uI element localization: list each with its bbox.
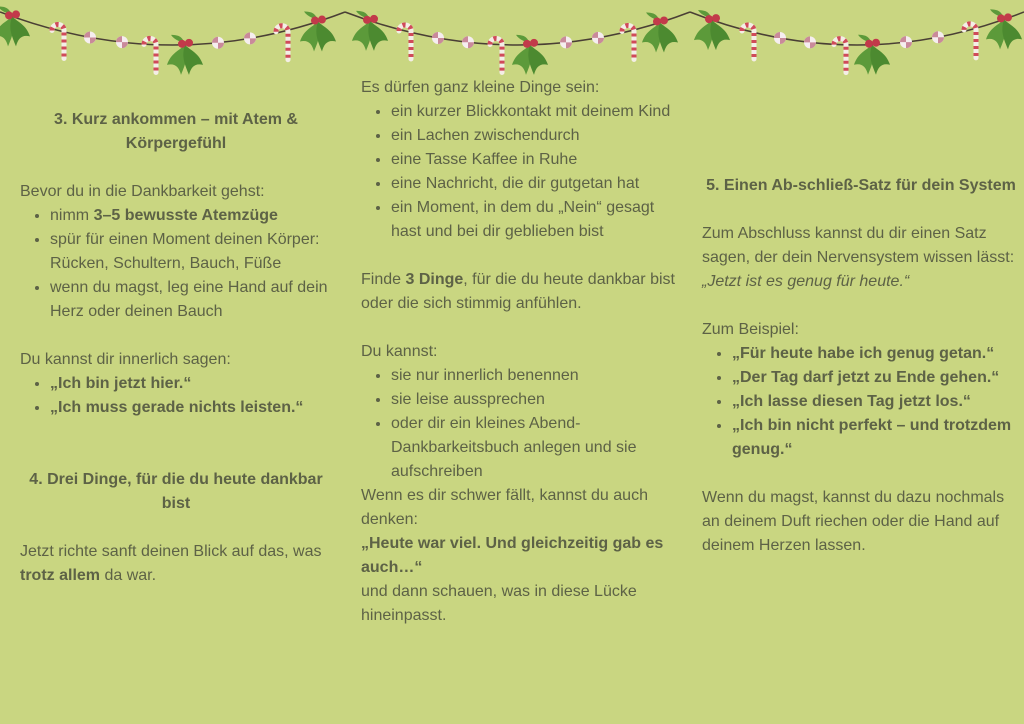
section-4-heading: 4. Drei Dinge, für die du heute dankbar bist: [29, 471, 323, 512]
list-item: • wenn du magst, leg eine Hand auf dein Herz oder deinen Bauch: [50, 276, 332, 324]
list-item: • sie nur innerlich benennen: [391, 364, 679, 388]
list-item: • oder dir ein kleines Abend-Dankbarkeitsbuch anlegen und sie aufschreiben: [391, 412, 679, 484]
candy-cane-icon: [144, 38, 156, 72]
section-5-heading: 5. Einen Ab-schließ-Satz für dein System: [706, 177, 1016, 194]
peppermint-icon: [432, 32, 444, 44]
peppermint-icon: [212, 37, 224, 49]
section-3-heading: 3. Kurz ankommen – mit Atem & Körpergefühl: [54, 111, 298, 152]
candy-cane-icon: [490, 38, 502, 72]
holly-icon: [167, 35, 203, 75]
list-item: • „Ich lasse diesen Tag jetzt los.“: [732, 390, 1020, 414]
column-left: [20, 108, 332, 588]
list-item: • sie leise aussprechen: [391, 388, 679, 412]
peppermint-icon: [804, 36, 816, 48]
breath-list: [20, 204, 332, 324]
candy-cane-icon: [622, 25, 634, 59]
candy-cane-icon: [834, 39, 846, 73]
list-item: • ein kurzer Blickkontakt mit deinem Kind: [391, 100, 679, 124]
peppermint-icon: [116, 36, 128, 48]
gap-paragraph: und dann schauen, was in diese Lücke hineinpasst.: [361, 583, 637, 624]
list-item: • „Ich muss gerade nichts leisten.“: [50, 396, 332, 420]
peppermint-icon: [560, 36, 572, 48]
peppermint-icon: [592, 32, 604, 44]
list-item: • ein Moment, in dem du „Nein“ gesagt hast und bei dir geblieben bist: [391, 196, 679, 244]
italic-quote: „Jetzt ist es genug für heute.“: [702, 273, 910, 290]
list-item: • „Ich bin nicht perfekt – und trotzdem genug.“: [732, 414, 1020, 462]
candy-cane-icon: [276, 26, 288, 60]
peppermint-icon: [774, 32, 786, 44]
list-item: • „Für heute habe ich genug getan.“: [732, 342, 1020, 366]
small-things-intro: Es dürfen ganz kleine Dinge sein:: [361, 79, 600, 96]
list-item: • spür für einen Moment deinen Körper: Rücken, Schultern, Bauch, Füße: [50, 228, 332, 276]
peppermint-icon: [932, 31, 944, 43]
holly-icon: [854, 35, 890, 75]
list-item: • eine Tasse Kaffee in Ruhe: [391, 148, 679, 172]
column-middle: [361, 76, 679, 628]
quote-list: [20, 372, 332, 420]
say-intro: Du kannst dir innerlich sagen:: [20, 351, 231, 368]
candy-cane-icon: [399, 25, 411, 59]
candy-cane-icon: [742, 25, 754, 59]
peppermint-icon: [244, 32, 256, 44]
list-item: • eine Nachricht, die dir gutgetan hat: [391, 172, 679, 196]
examples-list: [702, 342, 1020, 462]
example-intro: Zum Beispiel:: [702, 321, 799, 338]
list-item: • nimm 3–5 bewusste Atemzüge: [50, 204, 332, 228]
candy-cane-icon: [52, 24, 64, 58]
list-item: • ein Lachen zwischendurch: [391, 124, 679, 148]
christmas-garland: [0, 0, 1024, 80]
hard-quote: „Heute war viel. Und gleichzeitig gab es auch…“: [361, 535, 664, 576]
column-right: [702, 174, 1020, 558]
hard-paragraph: Wenn es dir schwer fällt, kannst du auch denken:: [361, 487, 648, 528]
peppermint-icon: [84, 31, 96, 43]
can-list: [361, 364, 679, 484]
peppermint-icon: [900, 36, 912, 48]
list-item: • „Der Tag darf jetzt zu Ende gehen.“: [732, 366, 1020, 390]
small-things-list: [361, 100, 679, 244]
holly-icon: [512, 35, 548, 75]
can-intro: Du kannst:: [361, 343, 438, 360]
candy-cane-icon: [964, 24, 976, 58]
closing-intro: Zum Abschluss kannst du dir einen Satz sagen, der dein Nervensystem wissen lässt:: [702, 225, 1015, 266]
holly-icon: [0, 6, 30, 46]
list-item: • „Ich bin jetzt hier.“: [50, 372, 332, 396]
peppermint-icon: [462, 36, 474, 48]
breath-intro: Bevor du in die Dankbarkeit gehst:: [20, 183, 265, 200]
closing-paragraph: Wenn du magst, kannst du dazu nochmals an deinem Duft riechen oder die Hand auf deinem Herzen lassen.: [702, 489, 1005, 554]
find-paragraph: Finde 3 Dinge, für die du heute dankbar bist oder die sich stimmig anfühlen.: [361, 271, 675, 312]
gaze-paragraph: Jetzt richte sanft deinen Blick auf das, was trotz allem da war.: [20, 543, 322, 584]
